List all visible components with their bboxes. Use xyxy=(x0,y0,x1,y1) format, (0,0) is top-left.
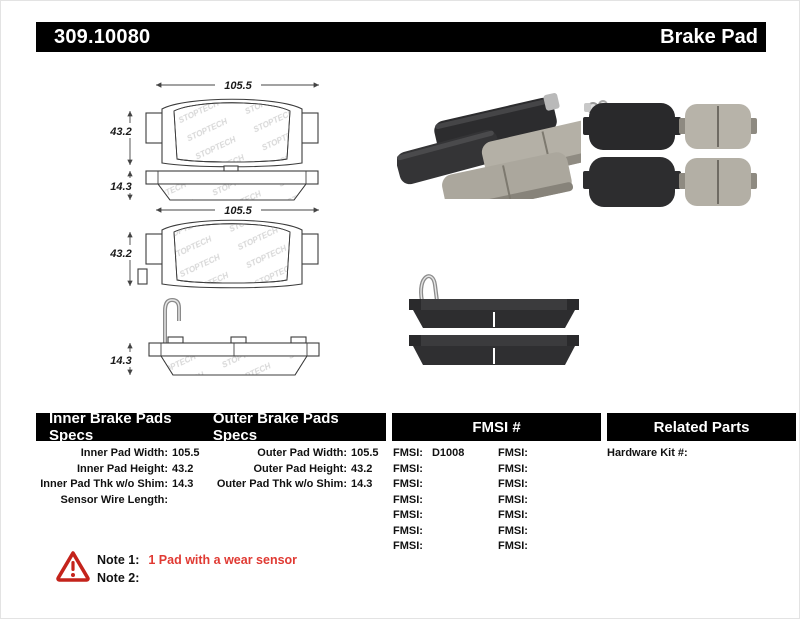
table-row xyxy=(199,462,379,478)
spec-label: FMSI: xyxy=(393,447,423,459)
outer-specs-column xyxy=(199,446,379,493)
table-row xyxy=(498,508,537,524)
dim-width-2-label: 105.5 xyxy=(224,205,252,217)
fmsi-column-1 xyxy=(393,446,464,555)
dim-thickness-1 xyxy=(103,171,139,200)
spec-label: FMSI: xyxy=(498,493,528,506)
spec-label: FMSI: xyxy=(498,447,528,459)
part-number: 309.10080 xyxy=(54,25,151,48)
table-row xyxy=(36,477,200,493)
table-row xyxy=(498,446,537,462)
table-row xyxy=(498,524,537,540)
table-row xyxy=(393,539,464,555)
spec-label: Inner Pad Height: xyxy=(76,462,168,475)
note-1-text: 1 Pad with a wear sensor xyxy=(148,553,298,567)
note-1-label: Note 1: xyxy=(97,553,140,567)
product-photo-flat xyxy=(579,91,759,219)
spec-label: Inner Pad Width: xyxy=(80,447,168,459)
warning-icon xyxy=(56,550,90,582)
spec-value: 14.3 xyxy=(172,478,194,490)
spec-label: Sensor Wire Length: xyxy=(60,493,168,506)
spec-value: D1008 xyxy=(431,447,465,459)
dim-width-2 xyxy=(156,202,319,217)
spec-label: FMSI: xyxy=(393,478,423,490)
spec-label: FMSI: xyxy=(393,524,423,537)
pad-friction-lower xyxy=(679,158,757,206)
table-row xyxy=(393,477,464,493)
dim-height-2-label: 43.2 xyxy=(110,248,132,260)
table-row xyxy=(393,493,464,509)
product-photo-edge xyxy=(397,257,589,377)
dim-thickness-2 xyxy=(103,343,139,375)
spec-label: FMSI: xyxy=(393,493,423,506)
spec-label: Outer Pad Height: xyxy=(253,462,347,475)
table-row xyxy=(199,446,379,462)
fmsi-header-bar xyxy=(392,413,601,441)
dim-height-1 xyxy=(105,111,139,165)
table-row xyxy=(498,539,537,555)
spec-label: Inner Pad Thk w/o Shim: xyxy=(40,478,168,490)
pad-back-upper xyxy=(583,103,681,150)
inner-specs-header: Inner Brake Pads Specs xyxy=(49,410,172,444)
table-row xyxy=(498,462,537,478)
spec-label: FMSI: xyxy=(498,524,528,537)
spec-value: 105.5 xyxy=(351,447,379,459)
spec-label: FMSI: xyxy=(393,540,423,552)
spec-value: 105.5 xyxy=(172,447,200,459)
related-parts-header: Related Parts xyxy=(653,418,750,436)
notes-section xyxy=(97,551,297,587)
spec-value: 14.3 xyxy=(351,478,373,490)
spec-label: FMSI: xyxy=(498,478,528,490)
dim-width-1-label: 105.5 xyxy=(224,80,252,92)
spec-label: FMSI: xyxy=(498,540,528,552)
outer-specs-header: Outer Brake Pads Specs xyxy=(212,410,339,444)
dim-thickness-2-label: 14.3 xyxy=(110,355,132,367)
pad-edge-lower xyxy=(409,335,579,365)
table-row xyxy=(393,524,464,540)
pad-front-view-1 xyxy=(146,99,318,167)
pad-side-view-1 xyxy=(146,166,318,200)
table-row xyxy=(36,462,200,478)
spec-label: FMSI: xyxy=(498,509,528,521)
spec-label: FMSI: xyxy=(393,462,423,475)
pad-edge-upper xyxy=(409,299,579,328)
spec-value: 43.2 xyxy=(172,462,194,475)
related-parts-column xyxy=(607,446,692,462)
product-photo-angled xyxy=(397,89,581,199)
pad-side-view-2 xyxy=(149,300,319,375)
table-row xyxy=(498,493,537,509)
product-type-title: Brake Pad xyxy=(660,25,758,48)
table-row xyxy=(393,462,464,478)
sensor-mount-tab xyxy=(138,269,147,284)
table-row xyxy=(199,477,379,493)
spec-value: 43.2 xyxy=(351,462,373,475)
dim-height-1-label: 43.2 xyxy=(110,126,132,138)
inner-specs-column xyxy=(36,446,200,508)
table-row xyxy=(393,508,464,524)
fmsi-header: FMSI # xyxy=(472,418,521,436)
spec-label: FMSI: xyxy=(498,462,528,475)
title-bar xyxy=(36,22,766,52)
table-row xyxy=(607,446,692,462)
note-2 xyxy=(97,569,297,587)
note-1 xyxy=(97,551,297,569)
dim-height-2 xyxy=(105,232,139,286)
technical-drawings xyxy=(81,67,366,407)
spec-label: Outer Pad Thk w/o Shim: xyxy=(216,478,347,490)
spec-label: FMSI: xyxy=(393,509,423,521)
dim-thickness-1-label: 14.3 xyxy=(110,181,132,193)
note-2-label: Note 2: xyxy=(97,571,140,585)
dim-width-1 xyxy=(156,77,319,92)
related-parts-header-bar xyxy=(607,413,796,441)
spec-label: Outer Pad Width: xyxy=(257,447,347,459)
spec-label: Hardware Kit #: xyxy=(607,447,688,459)
table-row xyxy=(498,477,537,493)
fmsi-column-2 xyxy=(498,446,537,555)
pad-back-lower xyxy=(583,157,681,207)
pad-friction-upper xyxy=(679,104,757,149)
specs-header-bar xyxy=(36,410,386,444)
table-row xyxy=(36,493,200,509)
table-row xyxy=(393,446,464,462)
table-row xyxy=(36,446,200,462)
pad-front-view-2 xyxy=(138,220,318,288)
